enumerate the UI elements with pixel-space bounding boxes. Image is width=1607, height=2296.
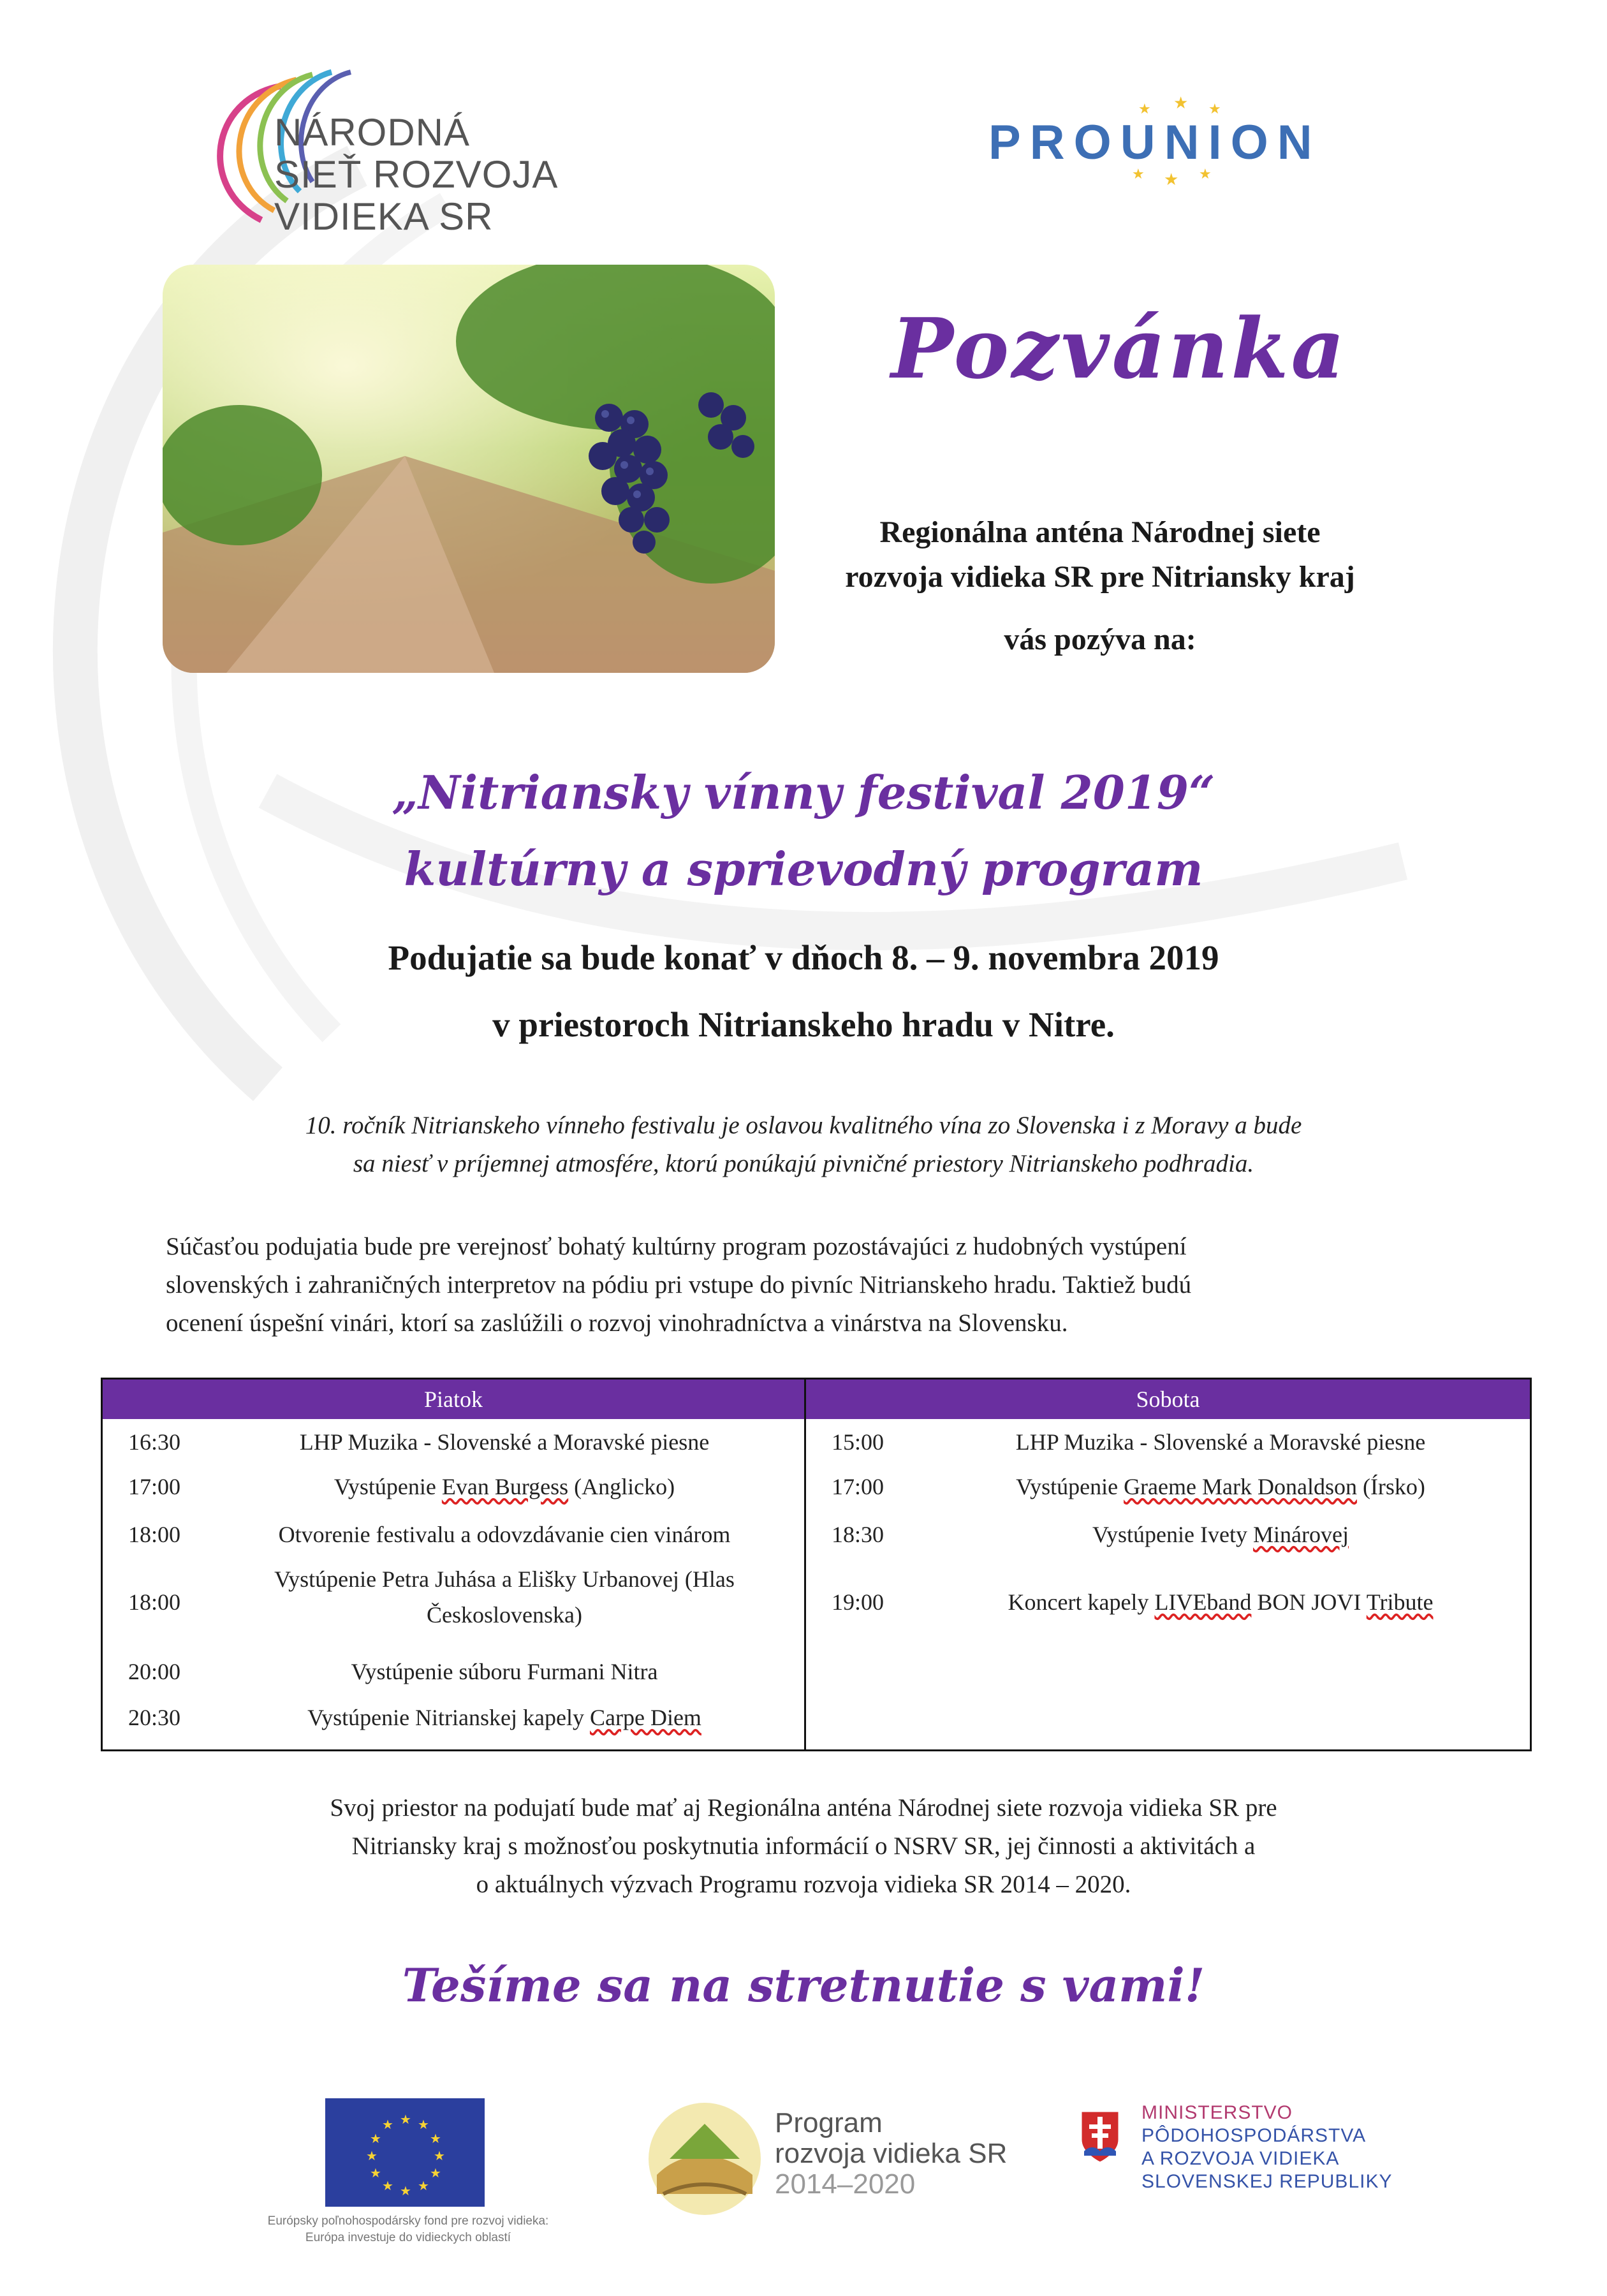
nsrv-logo-line: SIEŤ ROZVOJA	[274, 153, 559, 196]
act-part: Koncert kapely	[1008, 1589, 1155, 1615]
svg-text:★: ★	[366, 2148, 378, 2163]
svg-text:★: ★	[1173, 94, 1189, 113]
act-part: Tribute	[1366, 1589, 1434, 1615]
act-part: LIVEband	[1154, 1589, 1252, 1615]
prounion-logo-text: PROUNION	[988, 115, 1321, 170]
svg-text:★: ★	[370, 2131, 381, 2146]
prv-line: 2014–2020	[775, 2168, 916, 2200]
act-part: BON JOVI	[1251, 1589, 1367, 1615]
time: 17:00	[832, 1474, 884, 1499]
prv-logo-text	[775, 2108, 1007, 2200]
grape-vineyard-photo	[163, 265, 775, 673]
svg-text:★: ★	[1164, 170, 1179, 189]
slovak-crest-icon	[1078, 2108, 1122, 2165]
ministry-logo-text	[1141, 2101, 1392, 2193]
act	[927, 1517, 1514, 1552]
eu-caption-line: Európsky poľnohospodársky fond pre rozvoj vidieka:	[267, 2214, 549, 2228]
act-part: Graeme Mark Donaldson	[1124, 1474, 1357, 1499]
svg-text:★: ★	[1132, 166, 1145, 182]
act-part: (Írsko)	[1356, 1474, 1425, 1499]
svg-text:★: ★	[1138, 101, 1151, 117]
act-part: Vystúpenie	[334, 1474, 442, 1499]
time: 15:00	[832, 1429, 884, 1455]
event-name: „Nitriansky vínny festival 2019“	[392, 765, 1215, 820]
svg-text:★: ★	[430, 2131, 441, 2146]
nsrv-logo-text	[274, 112, 558, 238]
act-part: (Anglicko)	[568, 1474, 675, 1499]
svg-text:★: ★	[382, 2178, 393, 2193]
closing-line: Nitriansky kraj s možnosťou poskytnutia informácií o NSRV SR, jej činnosti a aktivitách a	[351, 1832, 1256, 1860]
closing-line: o aktuálnych výzvach Programu rozvoja vidieka SR 2014 – 2020.	[476, 1871, 1131, 1898]
act	[224, 1561, 785, 1633]
event-subtitle: kultúrny a sprievodný program	[404, 842, 1203, 896]
organizer-line: rozvoja vidieka SR pre Nitriansky kraj	[845, 560, 1355, 594]
svg-text:★: ★	[418, 2178, 429, 2193]
time: 20:00	[128, 1659, 181, 1684]
eu-caption-line: Európa investuje do vidieckych oblastí	[305, 2231, 511, 2244]
program-line: Súčasťou podujatia bude pre verejnosť bohatý kultúrny program pozostávajúci z hudobných vystúpení	[166, 1233, 1187, 1260]
svg-text:★: ★	[1208, 101, 1221, 117]
saturday-header: Sobota	[806, 1380, 1530, 1419]
program-paragraph	[166, 1228, 1441, 1343]
ministry-line: MINISTERSTVO	[1141, 2102, 1293, 2123]
svg-text:★: ★	[434, 2148, 445, 2163]
ministry-line: PÔDOHOSPODÁRSTVA	[1141, 2125, 1367, 2146]
eu-caption	[191, 2213, 625, 2246]
event-venue: v priestoroch Nitrianskeho hradu v Nitre.	[492, 1005, 1115, 1044]
time: 20:30	[128, 1705, 181, 1730]
closing-line: Svoj priestor na podujatí bude mať aj Regionálna anténa Národnej siete rozvoja vidieka SR pre	[330, 1794, 1277, 1821]
svg-text:★: ★	[400, 2112, 411, 2127]
friday-header: Piatok	[103, 1380, 804, 1419]
ministry-line: A ROZVOJA VIDIEKA	[1141, 2148, 1340, 2169]
svg-text:★: ★	[430, 2165, 441, 2181]
nsrv-logo-line: NÁRODNÁ	[274, 111, 471, 154]
act	[927, 1469, 1514, 1505]
organizer-text	[765, 510, 1435, 600]
act: LHP Muzika - Slovenské a Moravské piesne	[299, 1429, 710, 1455]
act-part: Minárovej	[1252, 1522, 1349, 1547]
friday-column	[103, 1380, 806, 1749]
act-line: Československa)	[427, 1602, 582, 1628]
act	[224, 1700, 785, 1735]
intro-paragraph	[179, 1107, 1428, 1183]
schedule-table	[101, 1378, 1532, 1751]
nsrv-logo-line: VIDIEKA SR	[274, 195, 494, 238]
organizer-line: Regionálna anténa Národnej siete	[879, 515, 1321, 549]
ministry-line: SLOVENSKEJ REPUBLIKY	[1141, 2171, 1393, 2192]
time: 18:00	[128, 1589, 181, 1615]
svg-text:★: ★	[382, 2117, 393, 2132]
time: 19:00	[832, 1589, 884, 1615]
act-part: Carpe Diem	[589, 1705, 701, 1730]
time: 16:30	[128, 1429, 181, 1455]
see-you-text: Tešíme sa na stretnutie s vami!	[402, 1958, 1205, 2012]
act: Otvorenie festivalu a odovzdávanie cien vinárom	[278, 1522, 731, 1547]
act: Vystúpenie súboru Furmani Nitra	[351, 1659, 658, 1684]
eu-flag-icon	[325, 2098, 485, 2207]
prv-emblem-icon	[644, 2098, 765, 2219]
event-date: Podujatie sa bude konať v dňoch 8. – 9. novembra 2019	[388, 938, 1219, 977]
act-part: Vystúpenie Nitrianskej kapely	[307, 1705, 590, 1730]
time: 17:00	[128, 1474, 181, 1499]
act-line: Vystúpenie Petra Juhása a Elišky Urbanovej (Hlas	[274, 1566, 735, 1592]
act-part: Vystúpenie Ivety	[1092, 1522, 1253, 1547]
prv-line: rozvoja vidieka SR	[775, 2138, 1008, 2169]
intro-line: sa niesť v príjemnej atmosfére, ktorú ponúkajú pivničné priestory Nitrianskeho podhradia.	[353, 1150, 1254, 1177]
program-line: ocenení úspešní vinári, ktorí sa zaslúžili o rozvoj vinohradníctva a vinárstva na Slovensku.	[166, 1309, 1068, 1337]
act	[224, 1469, 785, 1505]
closing-paragraph	[166, 1789, 1441, 1904]
prv-line: Program	[775, 2107, 883, 2138]
invites-you-text: vás pozýva na:	[1004, 622, 1196, 656]
act-part: Evan Burgess	[441, 1474, 569, 1499]
time: 18:00	[128, 1522, 181, 1547]
invitation-title: Pozvánka	[891, 300, 1347, 397]
intro-line: 10. ročník Nitrianskeho vínneho festivalu je oslavou kvalitného vína zo Slovenska i z Moravy a bude	[305, 1112, 1302, 1139]
svg-text:★: ★	[1199, 166, 1212, 182]
act	[927, 1584, 1514, 1620]
act: LHP Muzika - Slovenské a Moravské piesne	[1015, 1429, 1426, 1455]
svg-text:★: ★	[370, 2165, 381, 2181]
svg-text:★: ★	[400, 2183, 411, 2198]
saturday-column	[806, 1380, 1530, 1749]
program-line: slovenských i zahraničných interpretov na pódiu pri vstupe do pivníc Nitrianskeho hradu. Taktiež budú	[166, 1271, 1192, 1299]
act-part: Vystúpenie	[1016, 1474, 1124, 1499]
time: 18:30	[832, 1522, 884, 1547]
svg-text:★: ★	[418, 2117, 429, 2132]
